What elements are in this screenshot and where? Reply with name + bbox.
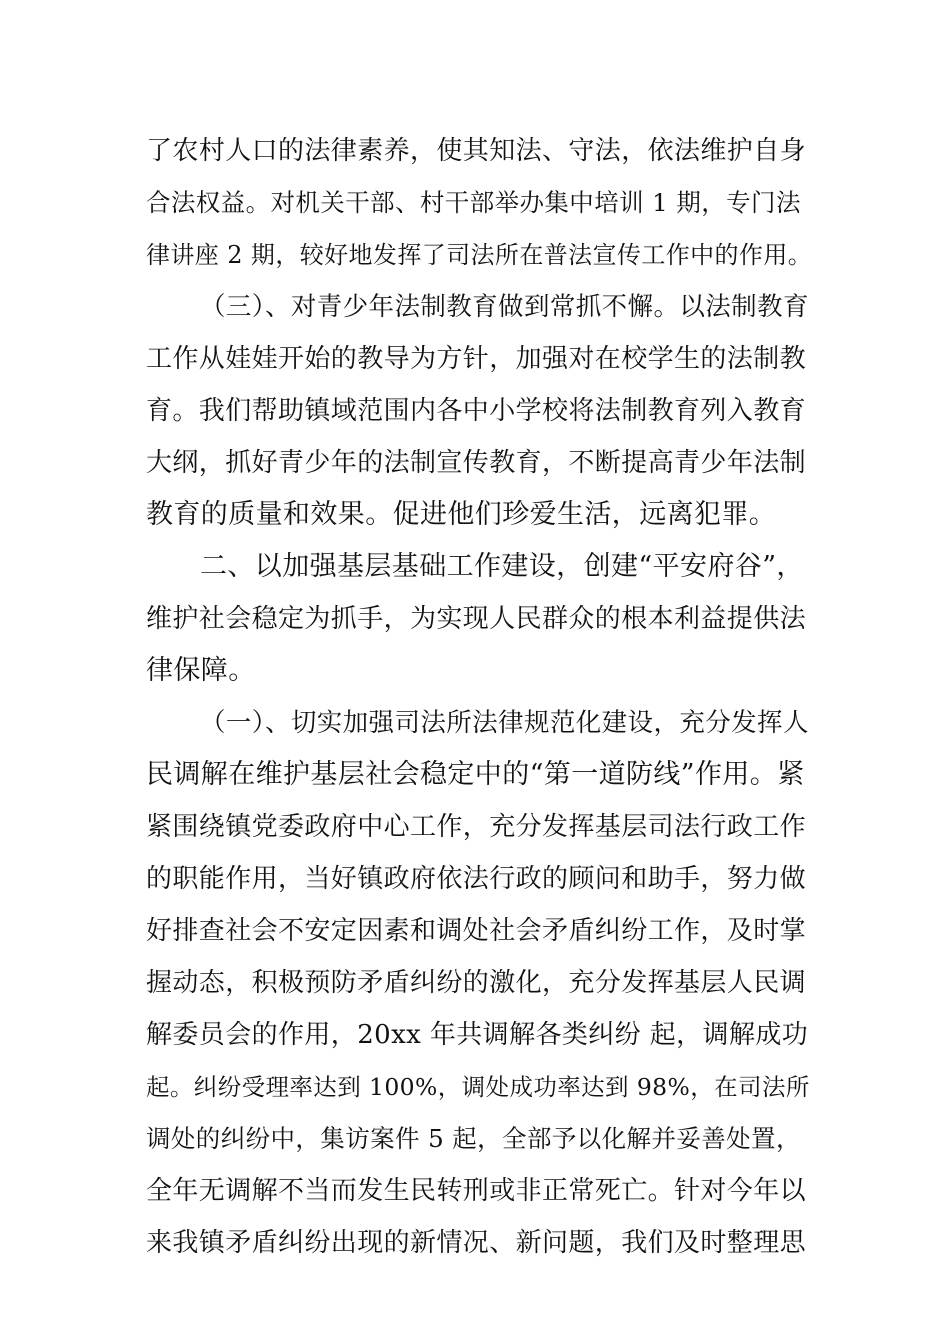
text-line: 合法权益。对机关干部、村干部举办集中培训 1 期，专门法 bbox=[146, 188, 801, 217]
text-line: （一）、切实加强司法所法律规范化建设，充分发挥人 bbox=[200, 708, 809, 738]
text-line: 的职能作用，当好镇政府依法行政的顾问和助手，努力做 bbox=[146, 864, 807, 894]
text-line: 了农村人口的法律素养，使其知法、守法，依法维护自身 bbox=[146, 136, 807, 166]
text-line: 握动态，积极预防矛盾纠纷的激化，充分发挥基层人民调 bbox=[146, 968, 807, 998]
text-line: 工作从娃娃开始的教导为方针，加强对在校学生的法制教 bbox=[146, 344, 807, 374]
text-line: 来我镇矛盾纠纷出现的新情况、新问题，我们及时整理思 bbox=[146, 1228, 807, 1258]
text-line: （三）、对青少年法制教育做到常抓不懈。以法制教育 bbox=[200, 292, 809, 322]
text-line: 解委员会的作用，20xx 年共调解各类纠纷 起，调解成功 bbox=[146, 1020, 809, 1050]
text-line: 二、以加强基层基础工作建设，创建“平安府谷”， bbox=[200, 551, 804, 582]
text-line: 紧围绕镇党委政府中心工作，充分发挥基层司法行政工作 bbox=[146, 812, 807, 842]
text-line: 民调解在维护基层社会稳定中的“第一道防线”作用。紧 bbox=[146, 759, 805, 790]
text-line: 维护社会稳定为抓手，为实现人民群众的根本利益提供法 bbox=[146, 604, 807, 634]
text-line: 全年无调解不当而发生民转刑或非正常死亡。针对今年以 bbox=[146, 1176, 807, 1206]
text-line: 大纲，抓好青少年的法制宣传教育，不断提高青少年法制 bbox=[146, 448, 807, 478]
text-line: 律讲座 2 期，较好地发挥了司法所在普法宣传工作中的作用。 bbox=[146, 241, 813, 269]
text-line: 好排查社会不安定因素和调处社会矛盾纠纷工作，及时掌 bbox=[146, 916, 807, 946]
text-line: 教育的质量和效果。促进他们珍爱生活，远离犯罪。 bbox=[146, 499, 777, 530]
text-line: 律保障。 bbox=[146, 655, 256, 686]
text-line: 育。我们帮助镇域范围内各中小学校将法制教育列入教育 bbox=[146, 396, 807, 426]
text-line: 起。纠纷受理率达到 100%，调处成功率达到 98%，在司法所 bbox=[146, 1073, 810, 1101]
text-line: 调处的纠纷中，集访案件 5 起，全部予以化解并妥善处置， bbox=[146, 1124, 801, 1153]
